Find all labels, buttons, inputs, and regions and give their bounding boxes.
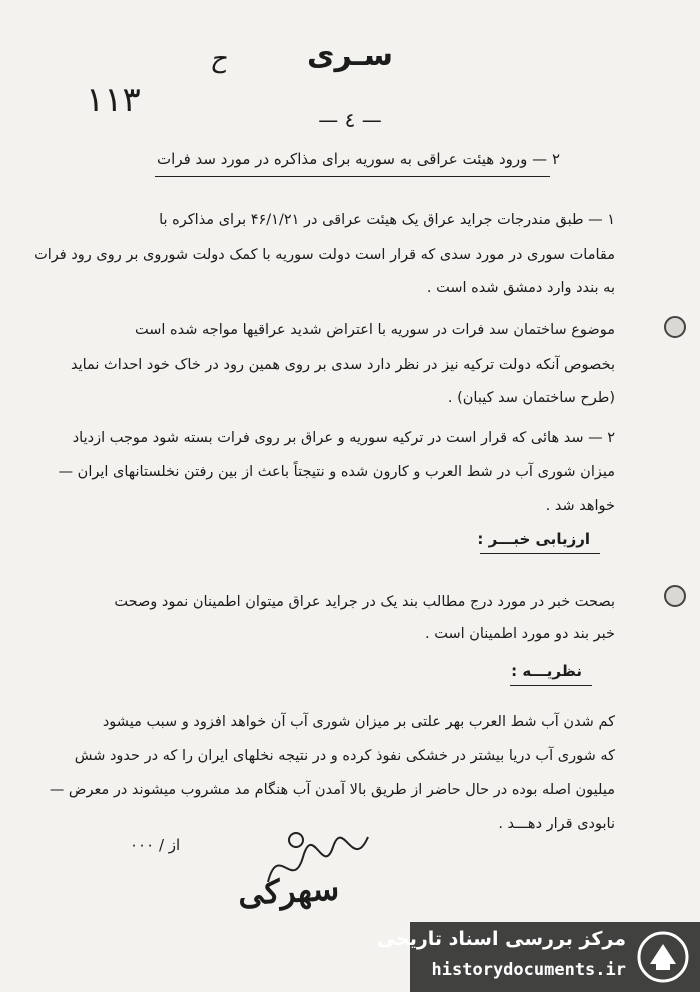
classification-label: سـری: [307, 38, 393, 73]
evaluation-heading: ارزیابی خبـــر :: [477, 530, 590, 548]
opinion-line: میلیون اصله بوده در حال حاضر از طریق بالا آمدن آب هنگام مد مشروب میشوند در معرض —: [49, 782, 615, 798]
binder-hole: [664, 316, 686, 338]
body-line: ۱ — طبق مندرجات جراید عراق یک هیئت عراقی در ۴۶/۱/۲۱ برای مذاکره با: [159, 212, 615, 228]
body-line: (طرح ساختمان سد کیبان) .: [447, 390, 615, 406]
body-line: بخصوص آنکه دولت ترکیه نیز در نظر دارد سدی بر روی همین رود در خاک خود احداث نماید: [70, 357, 615, 373]
body-line: ۲ — سد هائی که قرار است در ترکیه سوریه و عراق بر روی فرات بسته شود موجب ازدیاد: [72, 430, 615, 446]
watermark-url: historydocuments.ir: [431, 960, 626, 980]
page-number: — ٤ —: [318, 108, 382, 132]
watermark-title: مرکز بررسی اسناد تاریخی: [376, 928, 626, 950]
opinion-line: نابودی قرار دهـــد .: [498, 816, 615, 832]
reference-number: از / ۰۰۰: [130, 836, 181, 854]
body-line: میزان شوری آب در شط العرب و کارون شده و نتیجتاً باعث از بین رفتن نخلستانهای ایران —: [58, 464, 615, 480]
body-line: خواهد شد .: [545, 498, 615, 514]
body-line: موضوع ساختمان سد فرات در سوریه با اعتراض شدید عراقیها مواجه شده است: [134, 322, 615, 338]
handwritten-mark: ح: [210, 44, 227, 74]
opinion-line: که شوری آب دریا بیشتر در خشکی نفوذ کرده و در نتیجه نخلهای ایران را که در حدود شش: [74, 748, 615, 764]
stamp-text: سهرکی: [237, 869, 341, 913]
opinion-underline: [510, 685, 592, 686]
subject-underline: [155, 176, 550, 177]
archive-logo-icon: [636, 930, 690, 984]
binder-hole: [664, 585, 686, 607]
body-line: مقامات سوری در مورد سدی که قرار است دولت سوریه با کمک دولت شوروی بر روی رود فرات: [34, 247, 615, 263]
opinion-line: کم شدن آب شط العرب بهر علتی بر میزان شوری آب آن خواهد افزود و سبب میشود: [102, 714, 615, 730]
subject-line: ۲ — ورود هیئت عراقی به سوریه برای مذاکره در مورد سد فرات: [157, 150, 560, 168]
evaluation-line: بصحت خبر در مورد درج مطالب بند یک در جراید عراق میتوان اطمینان نمود وصحت: [114, 594, 615, 610]
watermark-banner: [376, 922, 700, 992]
evaluation-underline: [480, 553, 600, 554]
opinion-heading: نظریـــه :: [511, 662, 582, 680]
document-number: ۱۱۳: [86, 80, 141, 120]
body-line: به بندد وارد دمشق شده است .: [426, 280, 615, 296]
evaluation-line: خبر بند دو مورد اطمینان است .: [425, 626, 615, 642]
